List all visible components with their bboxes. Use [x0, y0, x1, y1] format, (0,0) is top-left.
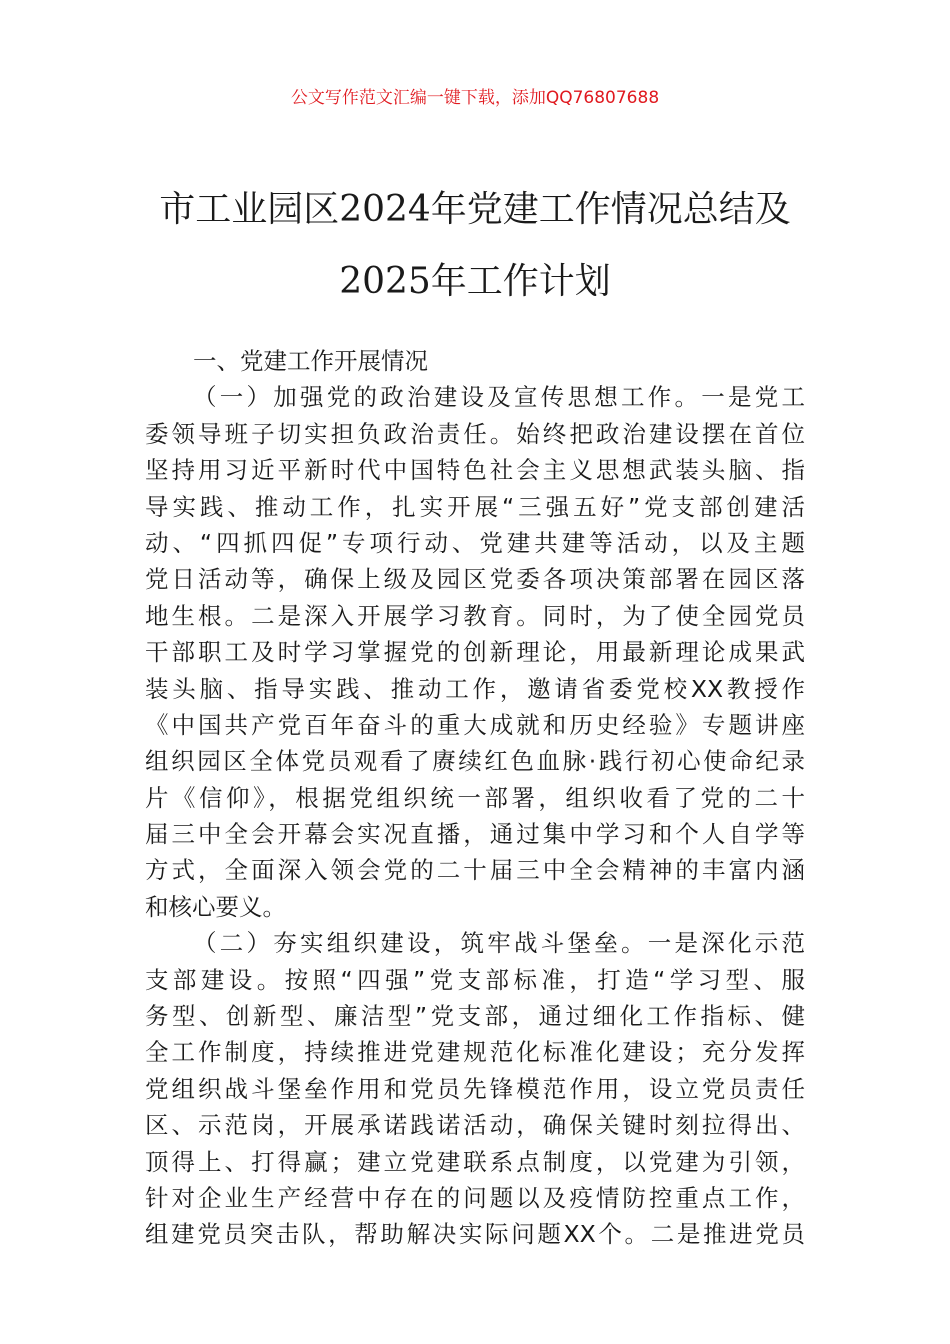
paragraph-line: 全工作制度，持续推进党建规范化标准化建设；充分发挥	[145, 1038, 805, 1067]
paragraph-line: 党组织战斗堡垒作用和党员先锋模范作用，设立党员责任	[145, 1074, 805, 1103]
paragraph-line: 支部建设。按照“四强”党支部标准，打造“学习型、服	[145, 965, 805, 994]
paragraph-line: 干部职工及时学习掌握党的创新理论，用最新理论成果武	[145, 638, 805, 667]
paragraph-line: 顶得上、打得赢；建立党建联系点制度，以党建为引领，	[145, 1147, 805, 1176]
paragraph-2	[145, 925, 805, 1253]
paragraph-line: 装头脑、指导实践、推动工作，邀请省委党校XX教授作	[145, 674, 805, 703]
paragraph-1	[145, 379, 805, 925]
paragraph-line: 委领导班子切实担负政治责任。始终把政治建设摆在首位	[145, 419, 805, 448]
paragraph-line: 方式，全面深入领会党的二十届三中全会精神的丰富内涵	[145, 856, 805, 885]
paragraph-line: 区、示范岗，开展承诺践诺活动，确保关键时刻拉得出、	[145, 1111, 805, 1140]
paragraph-line: 针对企业生产经营中存在的问题以及疫情防控重点工作，	[145, 1183, 805, 1212]
paragraph-line: （二）夯实组织建设，筑牢战斗堡垒。一是深化示范	[193, 929, 805, 958]
paragraph-line: 届三中全会开幕会实况直播，通过集中学习和个人自学等	[145, 820, 805, 849]
document-title	[100, 174, 850, 318]
paragraph-line: 坚持用习近平新时代中国特色社会主义思想武装头脑、指	[145, 456, 805, 485]
paragraph-line: 地生根。二是深入开展学习教育。同时，为了使全园党员	[145, 601, 805, 630]
paragraph-line: 导实践、推动工作，扎实开展“三强五好”党支部创建活	[145, 492, 805, 521]
paragraph-line: 片《信仰》，根据党组织统一部署，组织收看了党的二十	[145, 783, 805, 812]
title-line-1: 市工业园区2024年党建工作情况总结及	[159, 189, 791, 230]
download-banner: 公文写作范文汇编一键下载，添加QQ76807688	[290, 88, 660, 108]
paragraph-line: 党日活动等，确保上级及园区党委各项决策部署在园区落	[145, 565, 805, 594]
paragraph-line: 组建党员突击队，帮助解决实际问题XX个。二是推进党员	[145, 1220, 805, 1249]
paragraph-line: （一）加强党的政治建设及宣传思想工作。一是党工	[193, 383, 805, 412]
paragraph-line: 《中国共产党百年奋斗的重大成就和历史经验》专题讲座	[145, 710, 805, 739]
section-heading: 一、党建工作开展情况	[193, 347, 428, 375]
paragraph-line: 务型、创新型、廉洁型”党支部，通过细化工作指标、健	[145, 1002, 805, 1031]
title-line-2: 2025年工作计划	[339, 261, 611, 302]
paragraph-line: 动、“四抓四促”专项行动、党建共建等活动，以及主题	[145, 528, 805, 557]
paragraph-line: 和核心要义。	[145, 892, 286, 921]
paragraph-line: 组织园区全体党员观看了赓续红色血脉·践行初心使命纪录	[145, 747, 805, 776]
document-body	[145, 343, 805, 1253]
